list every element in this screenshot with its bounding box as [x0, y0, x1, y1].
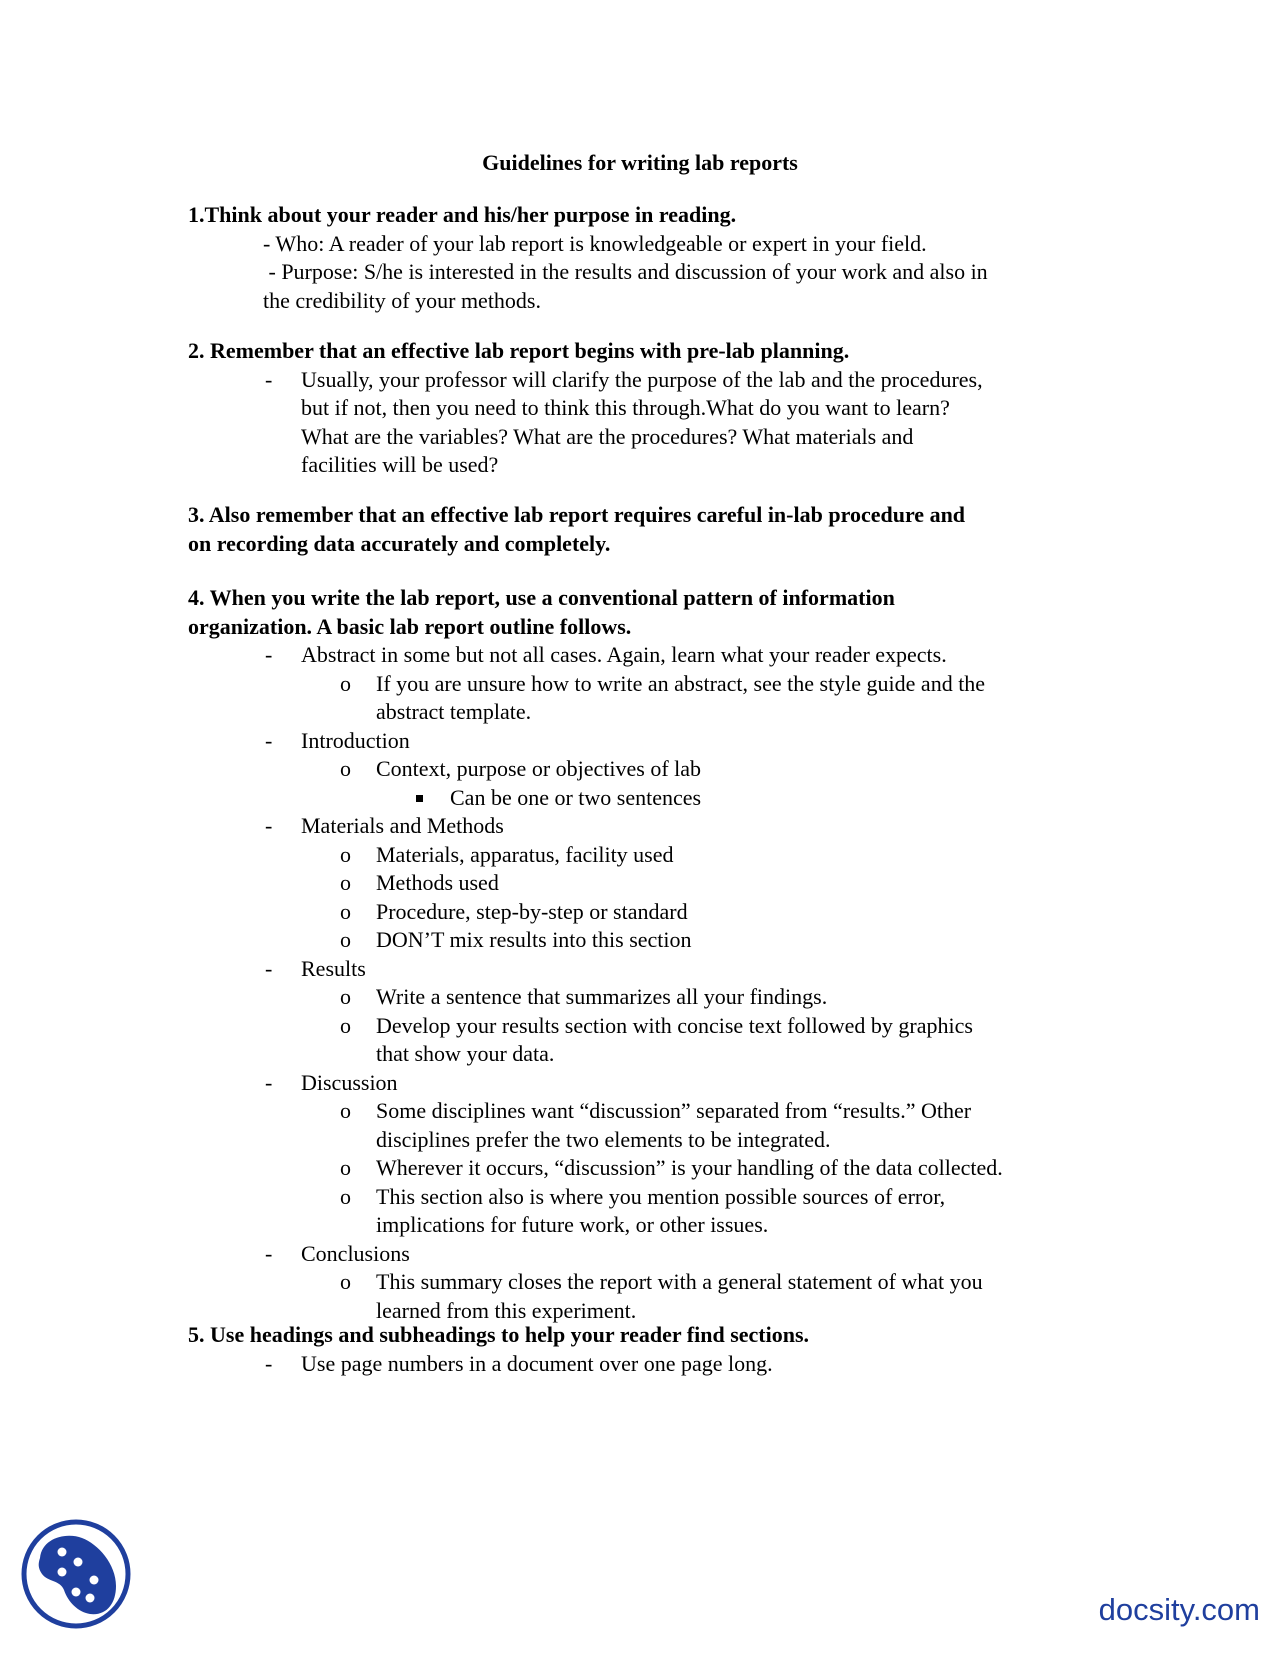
outline-subitem-text: If you are unsure how to write an abstract, see the style guide and the [376, 670, 986, 696]
circle-bullet: o [340, 1183, 351, 1209]
dash-bullet: - [265, 642, 273, 667]
section-4-heading-cont: organization. A basic lab report outline follows. [188, 613, 632, 639]
dash-bullet: - [265, 366, 273, 392]
circle-bullet: o [340, 841, 351, 867]
outline-conclusions [188, 1240, 1088, 1269]
outline-subitem-cont: implications for future work, or other issues. [376, 1212, 769, 1237]
dash-bullet: - [265, 1350, 273, 1376]
circle-bullet: o [340, 1269, 351, 1294]
outline-subitem [188, 1268, 1088, 1297]
section-1-purpose-cont: the credibility of your methods. [263, 287, 541, 313]
list-item-cont: What are the variables? What are the procedures? What materials and [301, 423, 914, 449]
dash-bullet: - [265, 955, 273, 981]
section-2-heading: 2. Remember that an effective lab report begins with pre-lab planning. [188, 338, 850, 363]
outline-subitem [188, 1097, 1088, 1126]
outline-item-text: Materials and Methods [301, 813, 504, 838]
circle-bullet: o [340, 984, 351, 1009]
circle-bullet: o [340, 756, 351, 781]
list-item-text: Usually, your professor will clarify the purpose of the lab and the procedures, [301, 366, 983, 392]
section-2 [188, 337, 1088, 480]
outline-subitem-text: Write a sentence that summarizes all your findings. [376, 984, 828, 1009]
list-item [188, 366, 1088, 395]
outline-subitem-cont: learned from this experiment. [376, 1297, 637, 1323]
outline-item-text: Results [301, 955, 366, 981]
section-5 [188, 1321, 1088, 1378]
docsity-logo-icon [20, 1518, 132, 1630]
outline-abstract [188, 641, 1088, 670]
outline-subitem [188, 755, 1088, 784]
circle-bullet: o [340, 1098, 351, 1123]
outline-subitem [188, 1012, 1088, 1041]
list-item-cont: but if not, then you need to think this through.What do you want to learn? [301, 395, 950, 420]
dash-bullet: - [265, 1240, 273, 1266]
outline-subitem [188, 841, 1088, 870]
outline-subitem-text: Procedure, step-by-step or standard [376, 898, 688, 924]
list-item-text: Use page numbers in a document over one page long. [301, 1350, 773, 1376]
outline-subitem-cont: that show your data. [376, 1041, 555, 1066]
section-3 [188, 501, 1088, 558]
list-item [188, 1350, 1088, 1379]
outline-subitem-cont: disciplines prefer the two elements to be integrated. [376, 1126, 831, 1152]
section-1-purpose: - Purpose: S/he is interested in the results and discussion of your work and also in [263, 259, 988, 284]
outline-materials-methods [188, 812, 1088, 841]
outline-subitem-text: Develop your results section with concise text followed by graphics [376, 1012, 973, 1038]
outline-item-text: Discussion [301, 1069, 398, 1095]
outline-introduction [188, 727, 1088, 756]
outline-subitem [188, 869, 1088, 898]
list-item-cont: facilities will be used? [301, 452, 499, 477]
outline-subitem [188, 670, 1088, 699]
circle-bullet: o [340, 1155, 351, 1180]
dash-bullet: - [265, 727, 273, 753]
dash-bullet: - [265, 813, 273, 838]
outline-subitem [188, 926, 1088, 955]
outline-subitem-text: Wherever it occurs, “discussion” is your handling of the data collected. [376, 1155, 1003, 1180]
outline-subitem-text: Context, purpose or objectives of lab [376, 756, 702, 781]
outline-subitem-text: Materials, apparatus, facility used [376, 841, 674, 867]
document-title: Guidelines for writing lab reports [482, 150, 798, 175]
outline-subitem [188, 898, 1088, 927]
section-4 [188, 584, 1088, 1325]
section-5-heading: 5. Use headings and subheadings to help your reader find sections. [188, 1322, 810, 1347]
brand-link[interactable]: docsity.com [1098, 1592, 1260, 1627]
outline-subitem-text: DON’T mix results into this section [376, 927, 692, 952]
dash-bullet: - [265, 1069, 273, 1095]
section-4-heading: 4. When you write the lab report, use a conventional pattern of information [188, 585, 895, 610]
outline-subitem-text: Some disciplines want “discussion” separated from “results.” Other [376, 1098, 972, 1123]
section-1-heading: 1.Think about your reader and his/her purpose in reading. [188, 202, 737, 227]
outline-subsubitem-text: Can be one or two sentences [450, 784, 702, 810]
circle-bullet: o [340, 1012, 351, 1038]
outline-subitem-text: This summary closes the report with a general statement of what you [376, 1269, 983, 1294]
outline-results [188, 955, 1088, 984]
section-3-heading-cont: on recording data accurately and completely. [188, 530, 611, 556]
section-3-heading: 3. Also remember that an effective lab report requires careful in-lab procedure and [188, 502, 966, 527]
outline-item-text: Abstract in some but not all cases. Again, learn what your reader expects. [301, 642, 947, 667]
outline-item-text: Conclusions [301, 1240, 410, 1266]
outline-subitem [188, 983, 1088, 1012]
outline-subitem [188, 1154, 1088, 1183]
outline-subitem-text: Methods used [376, 870, 499, 895]
outline-item-text: Introduction [301, 727, 410, 753]
outline-subitem-text: This section also is where you mention possible sources of error, [376, 1183, 946, 1209]
circle-bullet: o [340, 898, 351, 924]
outline-subitem-cont: abstract template. [376, 699, 532, 724]
outline-subitem [188, 1183, 1088, 1212]
outline-discussion [188, 1069, 1088, 1098]
circle-bullet: o [340, 870, 351, 895]
section-1-who: - Who: A reader of your lab report is knowledgeable or expert in your field. [263, 230, 927, 256]
circle-bullet: o [340, 670, 351, 696]
section-1 [188, 201, 1088, 315]
square-bullet-icon [416, 795, 423, 802]
circle-bullet: o [340, 927, 351, 952]
outline-subsubitem [188, 784, 1088, 813]
